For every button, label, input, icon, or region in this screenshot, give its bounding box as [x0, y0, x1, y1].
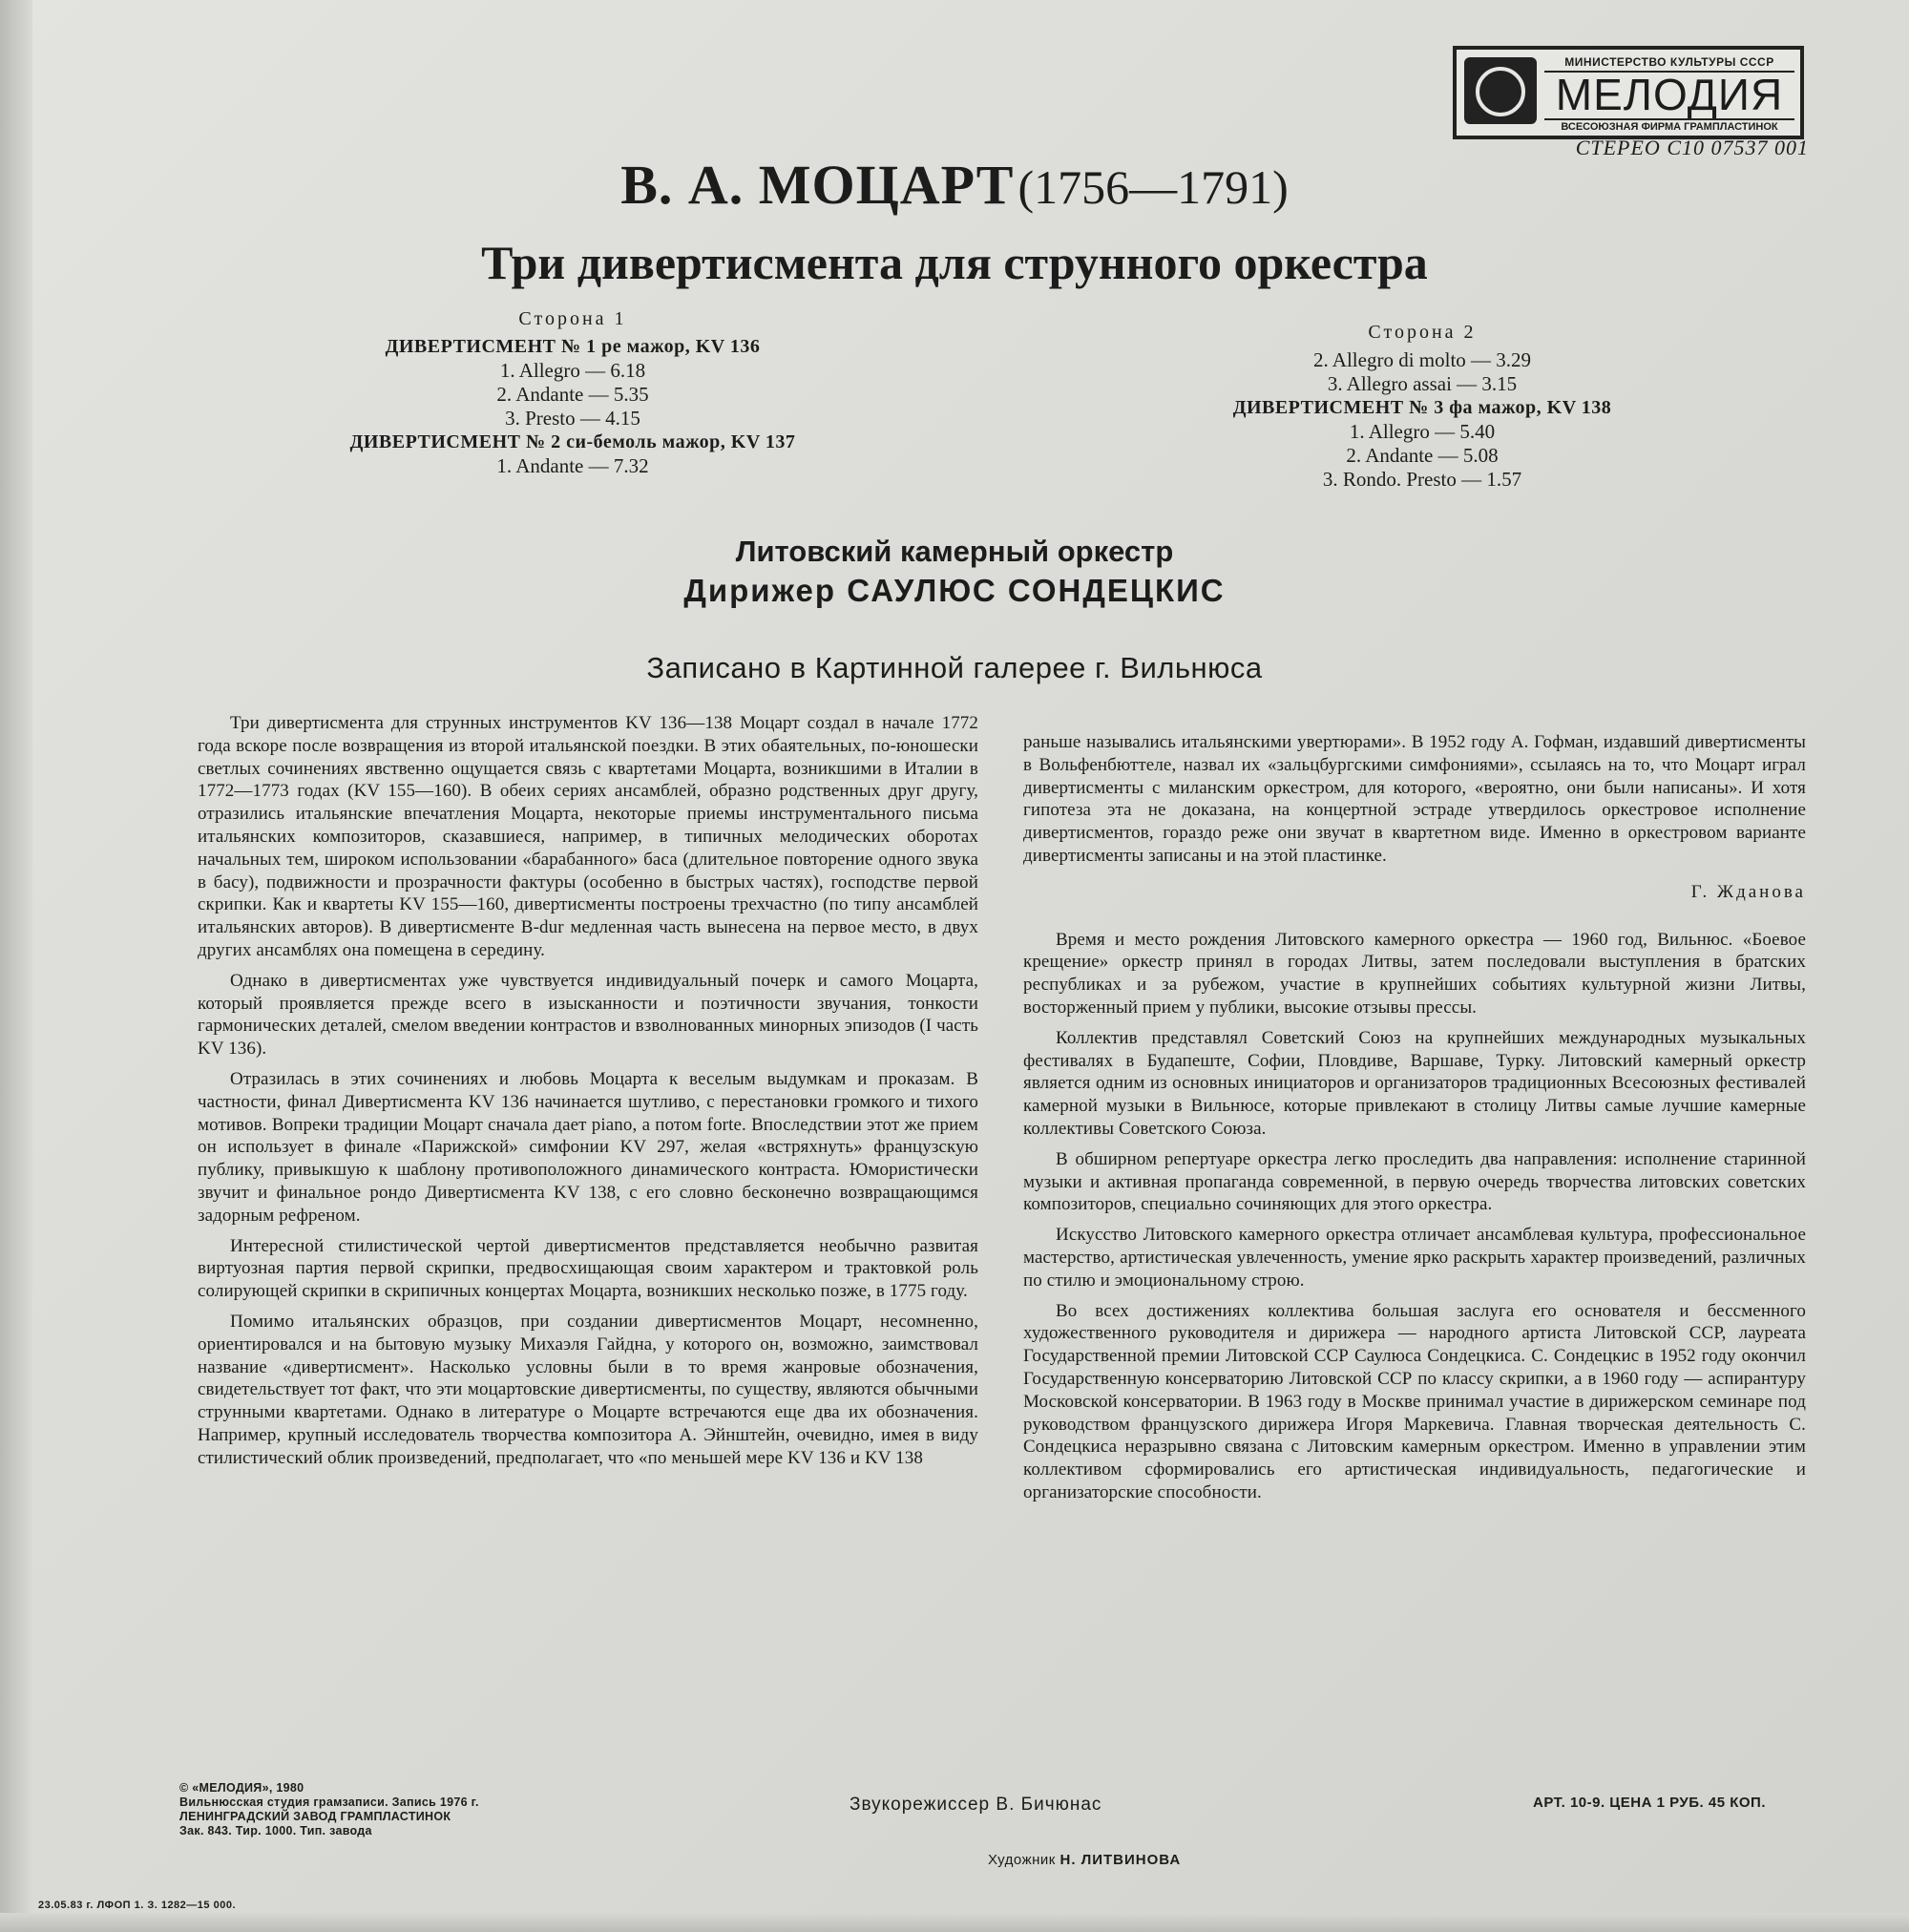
composer-name: В. А. МОЦАРТ: [620, 154, 1015, 216]
side-2-tracklist: [1126, 321, 1718, 492]
footer-credits: [179, 1781, 479, 1838]
copyright-line: © «МЕЛОДИЯ», 1980: [179, 1781, 304, 1795]
notes-paragraph: Однако в дивертисментах уже чувствуется индивидуальный почерк и самого Моцарта, который проявляется прежде всего в изысканности и поэтичности звучания, тонкости гармонических деталей, смелом введении контрастов и взволнованных минорных эпизодов (I часть KV 136).: [198, 970, 978, 1060]
track: 1. Andante — 7.32: [496, 454, 649, 477]
order-line: Зак. 843. Тир. 1000. Тип. завода: [179, 1824, 372, 1838]
side-label: Сторона 1: [518, 308, 627, 329]
divertimento-3-title: ДИВЕРТИСМЕНТ № 3 фа мажор, KV 138: [1232, 397, 1612, 418]
notes-paragraph: Отразилась в этих сочинениях и любовь Моцарта к веселым выдумкам и проказам. В частности, финал Дивертисмента KV 136 начинается шутливо, с перестановки громкого и тихого мотивов. Вопреки традиции Моцарт сначала дает piano, а потом forte. Впоследствии этот же прием он использует в финале «Парижской» симфонии KV 297, желая «встряхнуть» французскую публику, привыкшую к шаблону противоположного динамического контраста. Юмористически звучит и финальное рондо Дивертисмента KV 138, с его словно бесконечно возвращающимся задорным рефреном.: [198, 1068, 978, 1226]
price-label: АРТ. 10-9. ЦЕНА 1 РУБ. 45 КОП.: [1533, 1795, 1766, 1811]
orchestra-paragraph: В обширном репертуаре оркестра легко проследить два направления: исполнение старинной музыки и активная пропаганда современной, в первую очередь творчества литовских советских композиторов, специально сочиняющих для этого оркестра.: [1023, 1148, 1806, 1215]
divertimento-1-title: ДИВЕРТИСМЕНТ № 1 ре мажор, KV 136: [385, 336, 761, 357]
composer-heading: [0, 153, 1909, 217]
conductor: Дирижер САУЛЮС СОНДЕЦКИС: [683, 573, 1226, 608]
notes-author: Г. Жданова: [1690, 881, 1806, 902]
track: 2. Allegro di molto — 3.29: [1312, 348, 1532, 371]
track: 2. Andante — 5.35: [496, 383, 649, 406]
recording-location: Записано в Картинной галерее г. Вильнюса: [646, 651, 1263, 684]
cover-artist: [988, 1852, 1181, 1868]
notes-paragraph: Три дивертисмента для струнных инструментов KV 136—138 Моцарт создал в начале 1772 года вскоре после возвращения из второй итальянской поездки. В этих обаятельных, по-юношески светлых сочинениях явственно ощущается связь с квартетами Моцарта, возникшими в Италии в 1772—1773 годах (KV 155—160). В обеих сериях ансамблей, образно родственных друг другу, отразились итальянские впечатления Моцарта, некоторые приемы инструментального письма итальянских композиторов, сказавшиеся, например, в типичных мелодических оборотах начальных тем, широком использовании «барабанного» баса (длительное повторение одного звука в басу), подвижности и прозрачности фактуры (особенно в быстрых частях), господстве первой скрипки. Как и квартеты KV 155—160, дивертисменты построены трехчастно (по типу ансамблей итальянских авторов). В дивертисменте B-dur медленная часть вынесена на первое место, в двух других ансамблях она помещена в середину.: [198, 713, 978, 960]
side-label: Сторона 2: [1368, 322, 1477, 343]
notes-paragraph: Помимо итальянских образцов, при создании дивертисментов Моцарт, несомненно, ориентировался и на бытовую музыку Михаэля Гайдна, у которого он, возможно, заимствовал название «дивертисмент». Насколько условны были в то время жанровые обозначения, свидетельствует тот факт, что эти моцартовские дивертисменты, по существу, являются обычными струнными квартетами. Однако в литературе о Моцарте встречаются еще два их обозначения. Например, крупный исследователь творчества композитора А. Эйнштейн, очевидно, имея в виду стилистический облик произведений, предполагает, что «по меньшей мере KV 136 и KV 138: [198, 1311, 978, 1468]
orchestra-paragraph: Во всех достижениях коллектива большая заслуга его основателя и бессменного художественного руководителя и дирижера — народного артиста Литовской ССР, лауреата Государственной премии Литовской ССР Саулюса Сондецкиса. С. Сондецкис в 1952 году окончил Государственную консерваторию Литовской ССР по классу скрипки, а в 1960 году — аспирантуру Московской консерватории. В 1963 году в Москве принимал участие в дирижерском семинаре под руководством французского дирижера Игоря Маркевича. Главная творческая деятельность С. Сондецкиса неразрывно связана с Литовским камерным оркестром. Именно в управлении этим коллективом сформировались его артистическая индивидуальность, педагогические и организаторские способности.: [1023, 1300, 1806, 1502]
divertimento-2-title: ДИВЕРТИСМЕНТ № 2 си-бемоль мажор, KV 137: [349, 431, 796, 452]
plant-line: ЛЕНИНГРАДСКИЙ ЗАВОД ГРАМПЛАСТИНОК: [179, 1810, 451, 1823]
composer-years: (1756—1791): [1017, 160, 1289, 214]
track: 2. Andante — 5.08: [1346, 444, 1499, 467]
logo-wordmark: МЕЛОДИЯ: [1555, 70, 1784, 119]
track: 3. Presto — 4.15: [505, 407, 640, 430]
track: 3. Rondo. Presto — 1.57: [1322, 468, 1522, 491]
notes-paragraph: Интересной стилистической чертой дивертисментов представляется необычно развитая виртуозная партия первой скрипки, предвосхищающая своим характером и трактовкой роль солирующей скрипки в скрипичных концертах Моцарта, возникших несколько позже, в 1775 году.: [198, 1235, 978, 1302]
artist-name: Н. ЛИТВИНОВА: [1059, 1852, 1182, 1868]
catalog-number: СТЕРЕО С10 07537 001: [1575, 136, 1809, 159]
orchestra-paragraph: Искусство Литовского камерного оркестра отличает ансамблевая культура, профессиональное мастерство, артистическая увлеченность, умение ярко раскрыть характер произведений, различных по стилю и эмоциональному строю.: [1023, 1225, 1806, 1291]
liner-notes-right-column: [1023, 731, 1806, 1512]
record-disc-icon: [1464, 57, 1537, 124]
print-info: 23.05.83 г. ЛФОП 1. З. 1282—15 000.: [38, 1900, 236, 1911]
track: 1. Allegro — 6.18: [499, 359, 646, 382]
melodiya-logo: [1453, 46, 1804, 139]
logo-firm: ВСЕСОЮЗНАЯ ФИРМА ГРАМПЛАСТИНОК: [1544, 118, 1794, 133]
track: 3. Allegro assai — 3.15: [1327, 372, 1518, 395]
liner-notes-left-column: [198, 712, 978, 1478]
artist-label: Художник: [988, 1852, 1056, 1868]
orchestra-name: Литовский камерный оркестр: [735, 535, 1174, 568]
logo-ministry: МИНИСТЕРСТВО КУЛЬТУРЫ СССР: [1544, 55, 1794, 73]
track: 1. Allegro — 5.40: [1349, 420, 1496, 443]
album-title: Три дивертисмента для струнного оркестра: [481, 236, 1428, 289]
studio-line: Вильнюсская студия грамзаписи. Запись 1976 г.: [179, 1796, 479, 1809]
side-1-tracklist: [277, 307, 869, 478]
orchestra-paragraph: Коллектив представлял Советский Союз на крупнейших международных музыкальных фестивалях в Будапеште, Софии, Пловдиве, Варшаве, Турку. Литовский камерный оркестр является одним из основных инициаторов и организаторов традиционных Всесоюзных фестивалей камерной музыки в Вильнюсе, которые привлекают в столицу Литвы самые лучшие камерные коллективы Советского Союза.: [1023, 1027, 1806, 1139]
notes-paragraph: раньше назывались итальянскими увертюрами». В 1952 году А. Гофман, издавший дивертисменты в Вольфенбюттеле, назвал их «зальцбургскими симфониями», ссылаясь на то, что Моцарт играл дивертисменты с миланским оркестром, для которого, «вероятно, они были написаны». И хотя гипотеза эта не доказана, на концертной эстраде утвердилось оркестровое исполнение дивертисментов, гораздо реже они звучат в квартетном виде. Именно в оркестровом варианте дивертисменты записаны и на этой пластинке.: [1023, 732, 1806, 866]
sound-engineer: Звукорежиссер В. Бичюнас: [850, 1795, 1102, 1815]
orchestra-paragraph: Время и место рождения Литовского камерного оркестра — 1960 год, Вильнюс. «Боевое крещение» оркестр принял в городах Литвы, затем последовали выступления в братских республиках и за рубежом, участие в крупнейших событиях культурной жизни Литвы, восторженный прием у публики, высокие отзывы прессы.: [1023, 929, 1806, 1018]
